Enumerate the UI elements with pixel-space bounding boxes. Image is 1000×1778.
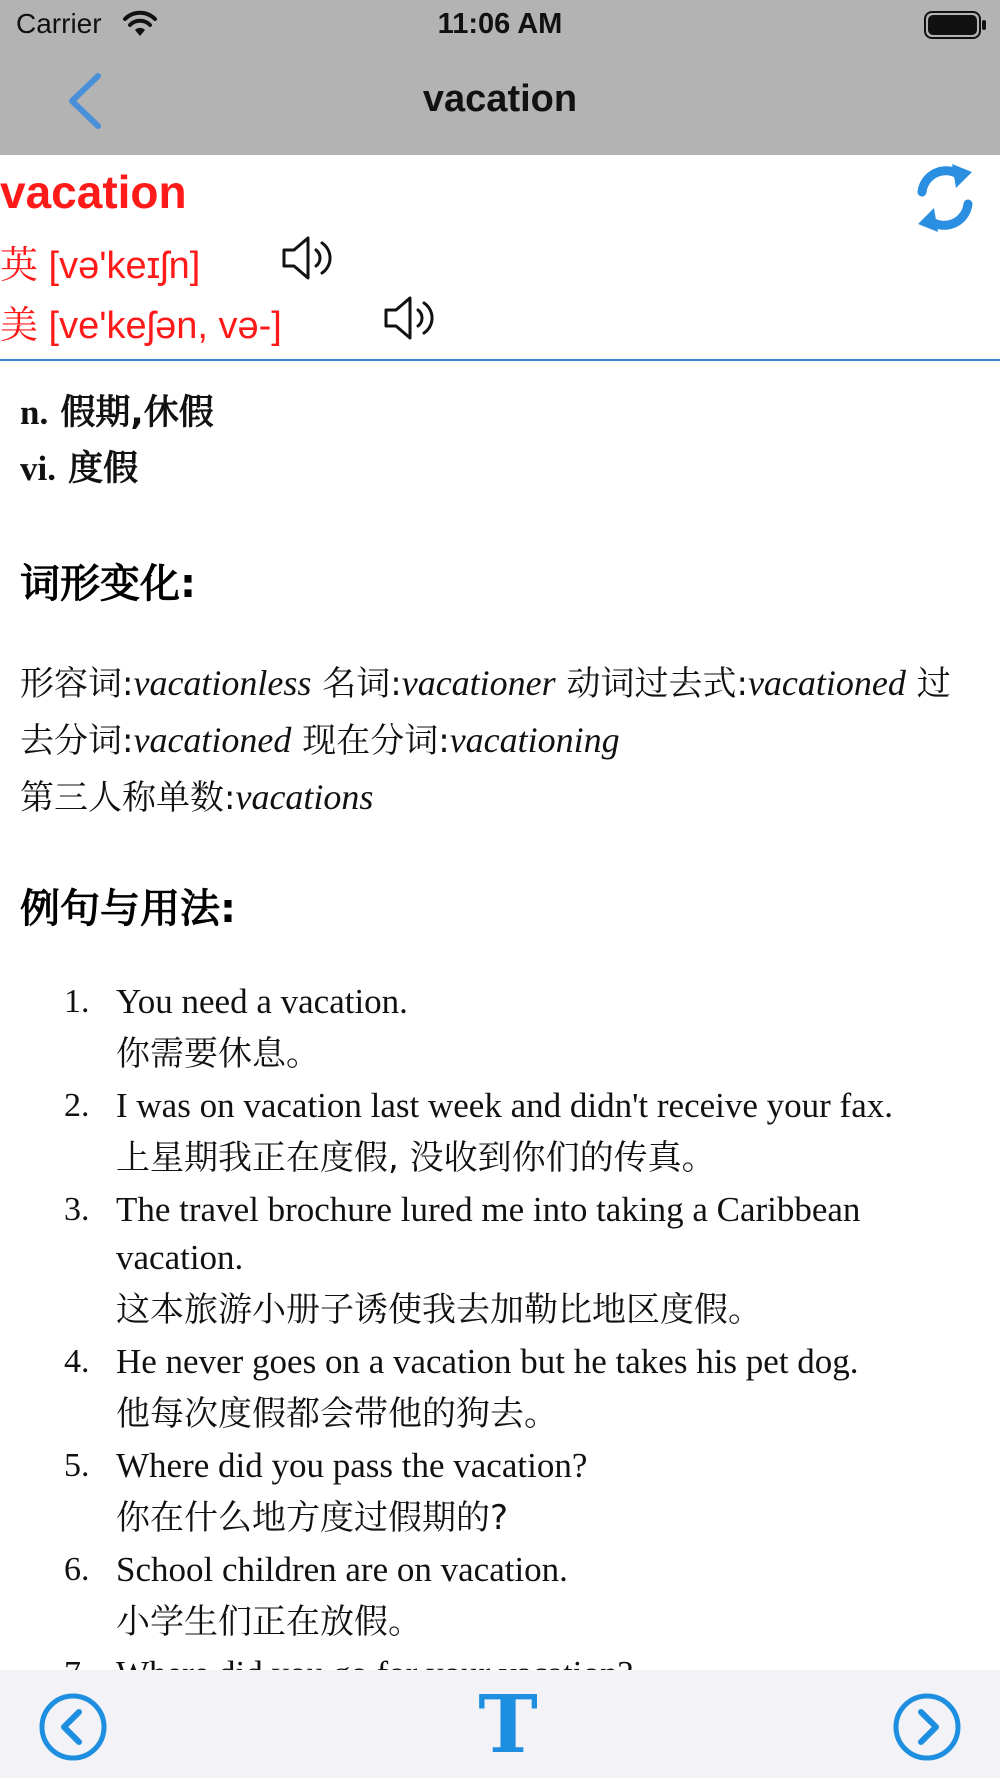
speaker-icon[interactable] <box>382 292 440 344</box>
list-item: 5. Where did you pass the vacation? 你在什么地方度过假期的? <box>64 1446 588 1538</box>
word-forms-heading: 词形变化: <box>20 561 196 607</box>
list-item: 3. The travel brochure lured me into taking a Caribbean vacation. 这本旅游小册子诱使我去加勒比地区度假。 <box>64 1190 861 1330</box>
status-time: 11:06 AM <box>437 8 563 40</box>
definition-line: vi. 度假 <box>20 449 139 489</box>
prev-circle-icon[interactable] <box>38 1692 108 1762</box>
status-bar <box>0 0 1000 50</box>
navigation-bar <box>0 0 1000 155</box>
example-list <box>0 978 1000 1670</box>
speaker-icon[interactable] <box>280 232 338 284</box>
header-divider <box>0 359 1000 361</box>
list-item: 6. School children are on vacation. 小学生们正在放假。 <box>64 1550 568 1642</box>
list-item: 2. I was on vacation last week and didn't receive your fax. 上星期我正在度假, 没收到你们的传真。 <box>64 1086 893 1178</box>
battery-icon <box>924 10 988 40</box>
uk-pronunciation: 英 [və'keɪʃn] <box>0 245 201 287</box>
list-item: 4. He never goes on a vacation but he takes his pet dog. 他每次度假都会带他的狗去。 <box>64 1342 859 1434</box>
us-pronunciation: 美 [ve'keʃən, və-] <box>0 305 282 347</box>
definitions <box>20 385 980 497</box>
headword: vacation <box>0 166 187 218</box>
refresh-icon[interactable] <box>912 162 978 234</box>
examples-heading: 例句与用法: <box>20 886 236 932</box>
list-item: 1. You need a vacation. 你需要休息。 <box>64 982 408 1074</box>
next-circle-icon[interactable] <box>892 1692 962 1762</box>
font-size-button[interactable]: T <box>478 1677 538 1771</box>
page-title: vacation <box>422 78 578 120</box>
definition-line: n. 假期,休假 <box>20 393 214 433</box>
word-forms: 形容词:vacationless 名词:vacationer 动词过去式:vacationed 过去分词:vacationed 现在分词:vacationing 第三人称单数:vacations <box>20 663 951 818</box>
carrier-label: Carrier <box>16 8 102 39</box>
bottom-toolbar <box>0 1670 1000 1778</box>
